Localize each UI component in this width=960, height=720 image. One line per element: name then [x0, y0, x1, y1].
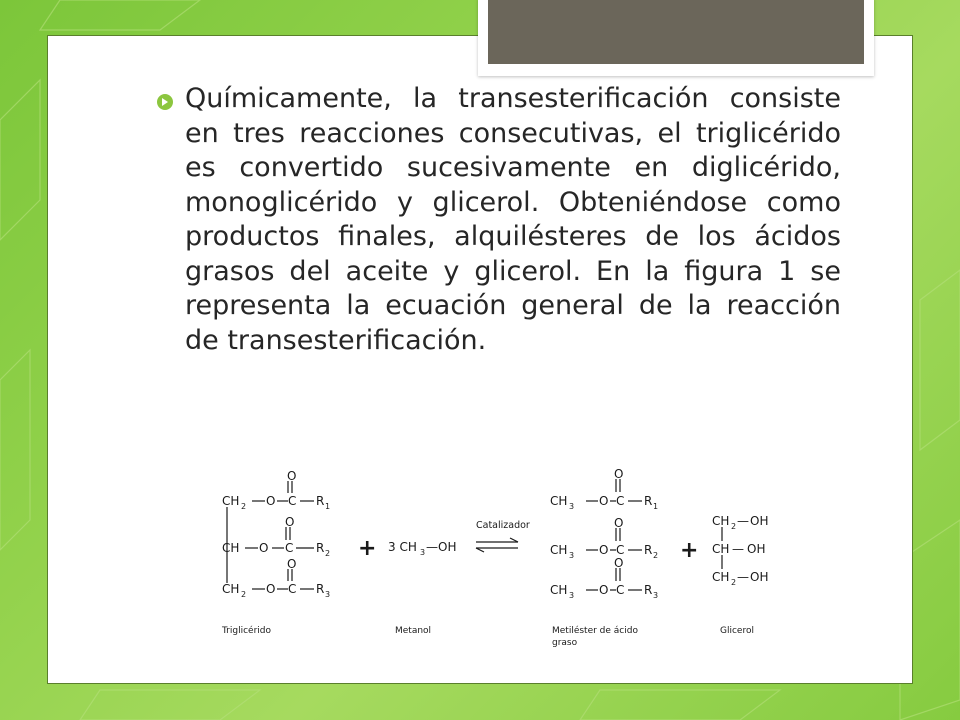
trig-ch2-bottom: CH — [222, 582, 240, 596]
glyc-oh-mid: OH — [747, 542, 766, 556]
caption-ester-2: graso — [552, 638, 578, 648]
trig-o3: O — [287, 557, 297, 571]
methanol-sub3: 3 — [420, 548, 426, 557]
glyc-ch2-top: CH — [712, 514, 730, 528]
trig-r2-sub: 2 — [325, 549, 331, 558]
glyc-ch2-bottom: CH — [712, 570, 730, 584]
ester2-r: R — [644, 543, 653, 557]
ester3-sub3: 3 — [569, 591, 575, 600]
trig-ch2-top: CH — [222, 494, 240, 508]
ester3-o: O — [599, 583, 609, 597]
trig-o-row1: O — [266, 494, 276, 508]
trig-sub2-top: 2 — [241, 502, 247, 511]
trig-o1: O — [287, 469, 297, 483]
trig-r1-sub: 1 — [325, 502, 331, 511]
trig-o-row2: O — [259, 541, 269, 555]
caption-triglyceride: Triglicérido — [222, 626, 271, 636]
glyc-sub2-bottom: 2 — [731, 578, 737, 587]
transesterification-scheme — [210, 465, 790, 655]
ester1-ch3: CH — [550, 494, 568, 508]
trig-c-row1: C — [288, 494, 297, 508]
ester1-r: R — [644, 494, 653, 508]
glyc-sub2-top: 2 — [731, 522, 737, 531]
glyc-dash-mid: — — [732, 542, 744, 556]
ester3-ch3: CH — [550, 583, 568, 597]
glyc-dash-top: — — [737, 514, 749, 528]
caption-methanol: Metanol — [395, 626, 432, 636]
methanol-oh: —OH — [426, 540, 457, 554]
glyc-oh-bottom: OH — [750, 570, 769, 584]
trig-o2: O — [285, 515, 295, 529]
trig-r-row3: R — [316, 582, 325, 596]
trig-c-row2: C — [285, 541, 294, 555]
ester2-ch3: CH — [550, 543, 568, 557]
bullet-paragraph: Químicamente, la transesterificación consiste en tres reacciones consecutivas, el triglicérido es convertido sucesivamente en diglicérido, monoglicérido y glicerol. Obteniéndose como productos finales, alquilésteres de los ácidos grasos del aceite y glicerol. En la figura 1 se representa la ecuación general de la reacción de transesterificación. — [185, 83, 841, 356]
plus-sign-2: + — [680, 538, 699, 563]
caption-glycerol: Glicerol — [720, 626, 754, 636]
plus-sign-1: + — [358, 536, 377, 561]
caption-ester-1: Metiléster de ácido — [552, 626, 638, 636]
trig-r-row1: R — [316, 494, 325, 508]
trig-r-row2: R — [316, 541, 325, 555]
trig-ch-mid: CH — [222, 541, 240, 555]
ester3-r: R — [644, 583, 653, 597]
ester1-c: C — [616, 494, 625, 508]
trig-c-row3: C — [288, 582, 297, 596]
trig-r3-sub: 3 — [325, 590, 331, 599]
trig-o-row3: O — [266, 582, 276, 596]
glyc-dash-bottom: — — [737, 570, 749, 584]
title-placeholder — [488, 0, 864, 64]
trig-sub2-bottom: 2 — [241, 590, 247, 599]
ester-o1: O — [614, 467, 624, 481]
ester3-r-sub: 3 — [653, 591, 659, 600]
ester-o2: O — [614, 516, 624, 530]
ester1-r-sub: 1 — [653, 502, 659, 511]
ester2-r-sub: 2 — [653, 551, 659, 560]
ester1-sub3: 3 — [569, 502, 575, 511]
ester2-c: C — [616, 543, 625, 557]
glyc-oh-top: OH — [750, 514, 769, 528]
circled-arrow-icon — [156, 93, 176, 111]
methanol-formula: 3 CH — [388, 540, 417, 554]
glyc-ch-mid: CH — [712, 542, 730, 556]
ester3-c: C — [616, 583, 625, 597]
catalyst-label: Catalizador — [476, 520, 530, 531]
ester-o3: O — [614, 556, 624, 570]
ester2-o: O — [599, 543, 609, 557]
ester1-o: O — [599, 494, 609, 508]
ester2-sub3: 3 — [569, 551, 575, 560]
